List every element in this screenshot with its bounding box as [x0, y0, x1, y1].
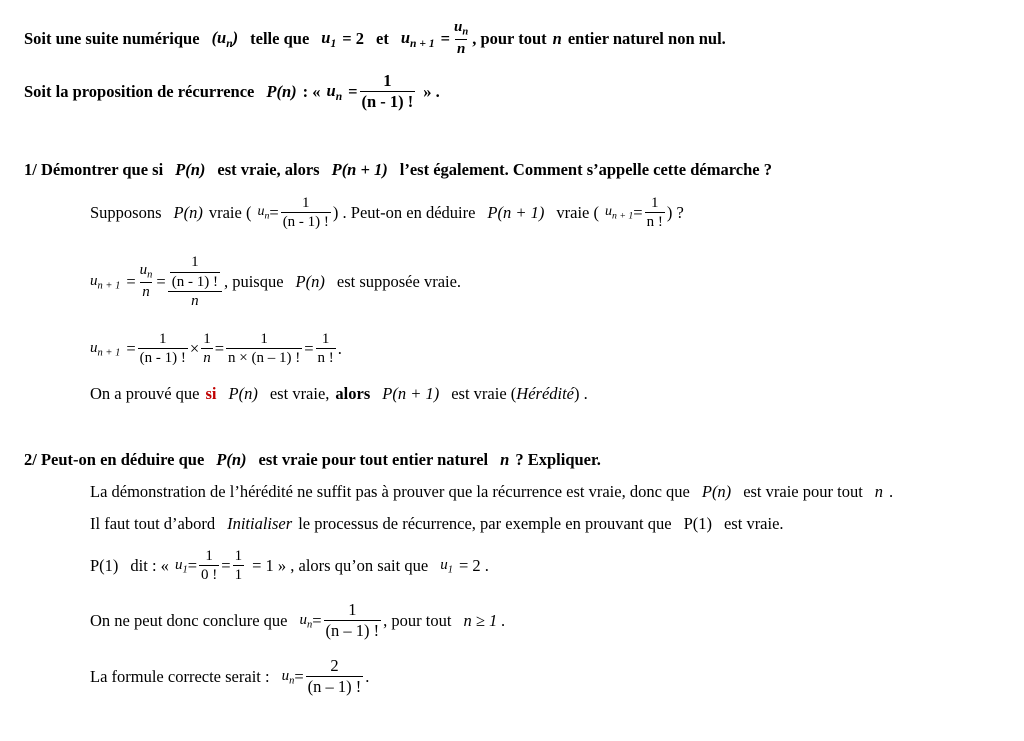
equals-sign: = [348, 82, 358, 101]
un-symbol: $u_n$ [299, 611, 313, 631]
equals-two-text: = 2 . [458, 556, 489, 575]
since-text: , puisque [223, 272, 284, 291]
n-condition: n ≥ 1 . [463, 611, 506, 630]
un-symbol: $u_n$ [281, 667, 295, 687]
et-word: et [376, 29, 389, 48]
un-symbol: $u_n$ [257, 204, 270, 222]
conclusion-text-a: On a prouvé que [90, 384, 200, 403]
q1-title-c: l’est également. Comment s’appelle cette démarche ? [399, 160, 772, 179]
p1-symbol: P(1) [90, 556, 119, 575]
u1-symbol: $u_1$ [321, 27, 337, 51]
process-text: le processus de récurrence, par exemple en prouvant que [298, 514, 672, 533]
equals-sign: = [269, 203, 279, 222]
fraction-3: $\frac{1}{n \times (n - 1) !}$ [228, 330, 301, 367]
supposition-text-a: Supposons [90, 203, 162, 222]
q2-paragraph-3 [90, 544, 489, 588]
un-symbol: $u_n$ [326, 80, 343, 104]
says-text: dit : « [130, 556, 169, 575]
u1-symbol: $u_1$ [174, 556, 188, 576]
correct-formula-fraction: $\frac{2}{(n - 1) !}$ [307, 655, 362, 697]
equals-sign: = [126, 339, 136, 358]
conclusion-text-b: est vraie, [269, 384, 330, 403]
supposition-text-b: vraie ( [208, 203, 252, 222]
is-true-text: est vraie. [723, 514, 784, 533]
true-for-all-text: est vraie pour tout [743, 482, 863, 501]
un1-symbol: $u_{n + 1}$ [90, 339, 121, 359]
compound-fraction: $\frac{\frac{1}{(n - 1) !}}{n}$ [168, 254, 222, 310]
assumed-true-text: est supposée vraie. [336, 272, 462, 291]
si-keyword: si [205, 384, 217, 403]
pn1-symbol: P(n + 1) [331, 160, 388, 179]
equals-sign: = [221, 556, 231, 575]
pn-symbol: P(n) [266, 82, 297, 101]
times-sign: × [189, 339, 200, 358]
equals-sign: = [294, 667, 304, 686]
p1-symbol: P(1) [683, 514, 712, 533]
fraction-one-over-zero-factorial: $\frac{1}{0 !}$ [201, 547, 218, 584]
heredite-insufficient-text: La démonstration de l’hérédité ne suffit pas à prouver que la récurrence est vraie, donc que [90, 482, 690, 501]
period: . [365, 667, 370, 686]
u1-symbol: $u_1$ [440, 556, 453, 576]
intro-text-d: entier naturel non nul. [567, 29, 726, 48]
n-variable: n [874, 482, 884, 501]
period: . [889, 482, 894, 501]
q2-paragraph-4 [90, 598, 506, 644]
period: . [337, 339, 342, 358]
intro-line-2 [24, 72, 440, 112]
q1-computation-1 [90, 244, 461, 320]
q2-title-a: 2/ Peut-on en déduire que [24, 450, 205, 469]
pn1-symbol: P(n + 1) [382, 384, 440, 403]
question-2-title [24, 448, 601, 472]
pn-symbol: P(n) [173, 203, 203, 222]
un1-symbol: $u_{n + 1}$ [400, 27, 435, 51]
equals-one-text: = 1 » , alors qu’on sait que [252, 556, 429, 575]
pn1-symbol: P(n + 1) [487, 203, 545, 222]
must-first-text: Il faut tout d’abord [90, 514, 216, 533]
equals-sign: = [633, 203, 643, 222]
supposition-text-e: ) ? [666, 203, 684, 222]
equals-sign: = [304, 339, 314, 358]
initialiser-term: Initialiser [227, 514, 293, 533]
sequence-symbol: $(u_n)$ [211, 27, 239, 51]
fraction-2: $\frac{1}{n}$ [203, 330, 211, 367]
cannot-conclude-text: On ne peut donc conclure que [90, 611, 288, 630]
pn-symbol: P(n) [175, 160, 206, 179]
question-1-title [24, 158, 772, 182]
pn-symbol: P(n) [216, 450, 247, 469]
q2-title-c: ? Expliquer. [515, 450, 601, 469]
q2-paragraph-5 [90, 654, 369, 700]
fraction-one-over-one: $\frac{1}{1}$ [234, 547, 243, 584]
un-over-n-fraction: $\frac{u_n}{n}$ [139, 262, 153, 301]
target-fraction: $\frac{1}{n !}$ [646, 194, 663, 231]
pn-symbol: P(n) [295, 272, 325, 291]
q2-title-b: est vraie pour tout entier naturel [258, 450, 489, 469]
conclusion-text-d: ) . [574, 384, 588, 403]
q2-paragraph-2 [90, 512, 784, 536]
q2-paragraph-1 [90, 480, 893, 504]
supposition-text-d: vraie ( [556, 203, 599, 222]
intro-text-c: , pour tout [472, 29, 547, 48]
equals-sign: = [312, 611, 322, 630]
intro-line-1 [24, 19, 726, 58]
u1-value: = 2 [342, 29, 365, 48]
pn-symbol: P(n) [228, 384, 258, 403]
proposition-fraction: $\frac{1}{(n - 1) !}$ [361, 70, 414, 112]
q1-computation-2 [90, 326, 342, 372]
intro-text-a: Soit une suite numérique [24, 29, 200, 48]
intro-text-b: telle que [250, 29, 310, 48]
un1-symbol: $u_{n + 1}$ [604, 204, 634, 222]
conclusion-text-c: est vraie ( [451, 384, 517, 403]
q1-conclusion [90, 382, 588, 406]
heredite-term: Hérédité [516, 384, 575, 403]
equals-sign: = [214, 339, 225, 358]
equals-sign: = [440, 29, 451, 48]
q1-supposition [90, 192, 684, 234]
n-variable: n [552, 29, 562, 48]
n-variable: n [500, 450, 510, 469]
correct-formula-text: La formule correcte serait : [90, 667, 270, 686]
recurrence-fraction: $\frac{u_n}{n}$ [454, 19, 469, 58]
closing-quote: » . [423, 82, 440, 101]
formula-fraction: $\frac{1}{(n - 1) !}$ [325, 599, 380, 641]
supposition-text-c: ) . Peut-on en déduire [332, 203, 476, 222]
fraction-4: $\frac{1}{n !}$ [317, 330, 334, 367]
q1-title-a: 1/ Démontrer que si [24, 160, 164, 179]
for-all-text: , pour tout [383, 611, 452, 630]
equals-sign: = [187, 556, 197, 575]
un1-symbol: $u_{n + 1}$ [90, 272, 121, 292]
q1-title-b: est vraie, alors [217, 160, 320, 179]
fraction-1: $\frac{1}{(n - 1) !}$ [139, 330, 186, 367]
proposition-text: Soit la proposition de récurrence [24, 82, 255, 101]
supposition-fraction: $\frac{1}{(n - 1) !}$ [282, 194, 329, 231]
equals-sign: = [156, 272, 166, 291]
equals-sign: = [126, 272, 136, 291]
alors-keyword: alors [335, 384, 371, 403]
pn-symbol: P(n) [701, 482, 732, 501]
colon-quote: : « [302, 82, 321, 101]
